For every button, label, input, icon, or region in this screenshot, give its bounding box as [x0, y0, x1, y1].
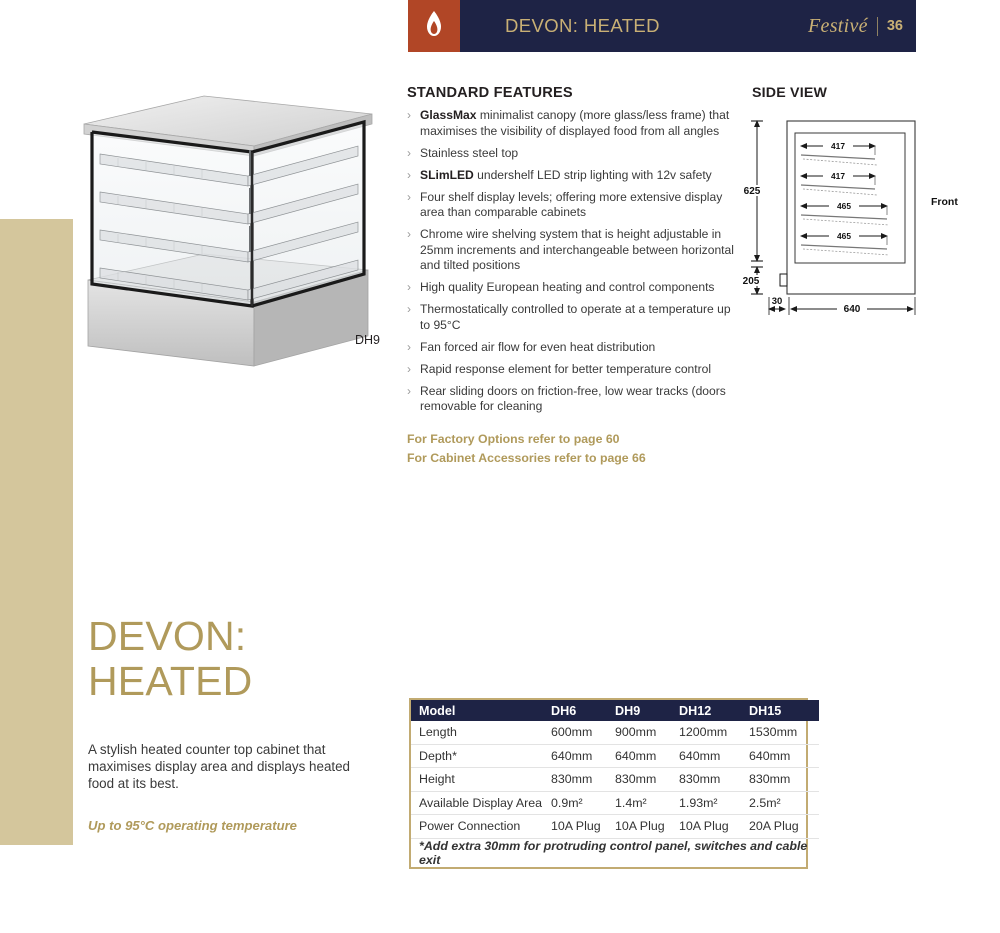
- product-title-line2: HEATED: [88, 658, 253, 704]
- page-number: 36: [886, 18, 903, 34]
- table-row: [411, 791, 819, 815]
- feature-item: [407, 280, 739, 296]
- feature-item: [407, 340, 739, 356]
- table-row: [411, 768, 819, 792]
- feature-item-text: Stainless steel top: [420, 145, 519, 160]
- table-cell: 900mm: [615, 721, 679, 744]
- svg-text:640: 640: [843, 304, 861, 315]
- product-model-caption: DH9: [355, 333, 381, 347]
- table-row: [411, 744, 819, 768]
- table-row-label: Power Connection: [411, 815, 551, 839]
- feature-item: [407, 108, 739, 139]
- chevron-bullet-icon: ›: [407, 145, 411, 160]
- svg-text:625: 625: [743, 186, 761, 197]
- specifications-table: [409, 698, 808, 869]
- chevron-bullet-icon: ›: [407, 339, 411, 354]
- table-cell: 1.4m²: [615, 791, 679, 815]
- feature-item-text: Thermostatically controlled to operate at a temperature up to 95°C: [420, 302, 731, 332]
- cabinet-accessories-link[interactable]: For Cabinet Accessories refer to page 66: [407, 451, 646, 465]
- chevron-bullet-icon: ›: [407, 280, 411, 294]
- features-list: [407, 108, 739, 415]
- features-heading: STANDARD FEATURES: [407, 85, 573, 101]
- table-footnote: *Add extra 30mm for protruding control panel, switches and cable exit: [411, 838, 819, 867]
- page-title: DEVON: HEATED: [505, 15, 660, 36]
- table-cell: 0.9m²: [551, 791, 615, 815]
- table-row: [411, 721, 819, 744]
- feature-item: [407, 168, 739, 184]
- svg-text:30: 30: [771, 296, 783, 307]
- product-title-line1: DEVON:: [88, 613, 247, 659]
- chevron-bullet-icon: ›: [407, 108, 411, 122]
- table-row-label: Depth*: [411, 744, 551, 768]
- header-brand-group: [808, 0, 903, 52]
- product-image: [72, 84, 402, 369]
- feature-item: [407, 384, 739, 415]
- standard-features-section: [407, 85, 739, 421]
- svg-text:465: 465: [837, 231, 851, 241]
- feature-item-text: Chrome wire shelving system that is height adjustable in 25mm increments and interchangeable between horizontal and tilted positions: [420, 227, 734, 272]
- feature-item-text: High quality European heating and control components: [420, 280, 715, 294]
- table-cell: 20A Plug: [749, 815, 819, 839]
- feature-item-text: Four shelf display levels; offering more extensive display area than comparable cabinets: [420, 189, 723, 219]
- table-row: [411, 815, 819, 839]
- product-title: [88, 614, 252, 704]
- svg-text:Front: Front: [931, 196, 958, 208]
- side-view-heading: SIDE VIEW: [752, 85, 828, 101]
- feature-item: [407, 362, 739, 378]
- svg-text:417: 417: [831, 171, 845, 181]
- svg-text:465: 465: [837, 201, 851, 211]
- left-accent-bar: [0, 219, 73, 845]
- chevron-bullet-icon: ›: [407, 227, 411, 241]
- table-header-dh9: DH9: [615, 700, 679, 721]
- table-header-dh6: DH6: [551, 700, 615, 721]
- chevron-bullet-icon: ›: [407, 302, 411, 316]
- feature-item: [407, 302, 739, 333]
- table-cell: 640mm: [749, 744, 819, 768]
- table-cell: 640mm: [551, 744, 615, 768]
- feature-item-text: Rapid response element for better temperature control: [420, 361, 712, 376]
- brand-logo: Festivé: [808, 14, 868, 37]
- factory-options-link[interactable]: For Factory Options refer to page 60: [407, 432, 620, 446]
- brand-divider: [877, 17, 878, 36]
- table-header-model: Model: [411, 700, 551, 721]
- table-header-dh15: DH15: [749, 700, 819, 721]
- side-view-section: [742, 85, 997, 325]
- table-cell: 10A Plug: [679, 815, 749, 839]
- feature-item-emphasis: SLimLED: [420, 167, 474, 182]
- feature-item: [407, 227, 739, 274]
- table-cell: 830mm: [615, 768, 679, 792]
- feature-item: [407, 190, 739, 221]
- flame-icon: [408, 0, 460, 52]
- table-cell: 2.5m²: [749, 791, 819, 815]
- table-cell: 830mm: [679, 768, 749, 792]
- feature-item-text: GlassMax minimalist canopy (more glass/less frame) that maximises the visibility of displayed food from all angles: [420, 108, 730, 138]
- table-cell: 830mm: [749, 768, 819, 792]
- feature-item-text: SLimLED undershelf LED strip lighting with 12v safety: [420, 167, 712, 182]
- chevron-bullet-icon: ›: [407, 167, 411, 182]
- chevron-bullet-icon: ›: [407, 189, 411, 204]
- svg-text:205: 205: [742, 276, 760, 287]
- table-row-label: Height: [411, 768, 551, 792]
- temperature-note: Up to 95°C operating temperature: [88, 818, 297, 833]
- table-cell: 10A Plug: [615, 815, 679, 839]
- table-header-row: [411, 700, 819, 721]
- table-cell: 10A Plug: [551, 815, 615, 839]
- table-cell: 830mm: [551, 768, 615, 792]
- feature-item-text: Rear sliding doors on friction-free, low wear tracks (doors removable for cleaning: [420, 383, 726, 413]
- table-row-label: Length: [411, 721, 551, 744]
- table-cell: 600mm: [551, 721, 615, 744]
- table-cell: 1200mm: [679, 721, 749, 744]
- table-cell: 640mm: [615, 744, 679, 768]
- chevron-bullet-icon: ›: [407, 383, 411, 398]
- feature-item-emphasis: GlassMax: [420, 108, 477, 122]
- feature-item: [407, 146, 739, 162]
- table-cell: 1.93m²: [679, 791, 749, 815]
- side-view-diagram: [735, 109, 985, 329]
- product-description: A stylish heated counter top cabinet that maximises display area and displays heated food at its best.: [88, 742, 351, 792]
- table-header-dh12: DH12: [679, 700, 749, 721]
- page-header: [408, 0, 916, 52]
- table-cell: 640mm: [679, 744, 749, 768]
- reference-links: [407, 430, 646, 468]
- table-cell: 1530mm: [749, 721, 819, 744]
- table-footnote-row: [411, 838, 819, 867]
- chevron-bullet-icon: ›: [407, 361, 411, 376]
- table-row-label: Available Display Area: [411, 791, 551, 815]
- feature-item-text: Fan forced air flow for even heat distribution: [420, 339, 656, 354]
- svg-text:417: 417: [831, 141, 845, 151]
